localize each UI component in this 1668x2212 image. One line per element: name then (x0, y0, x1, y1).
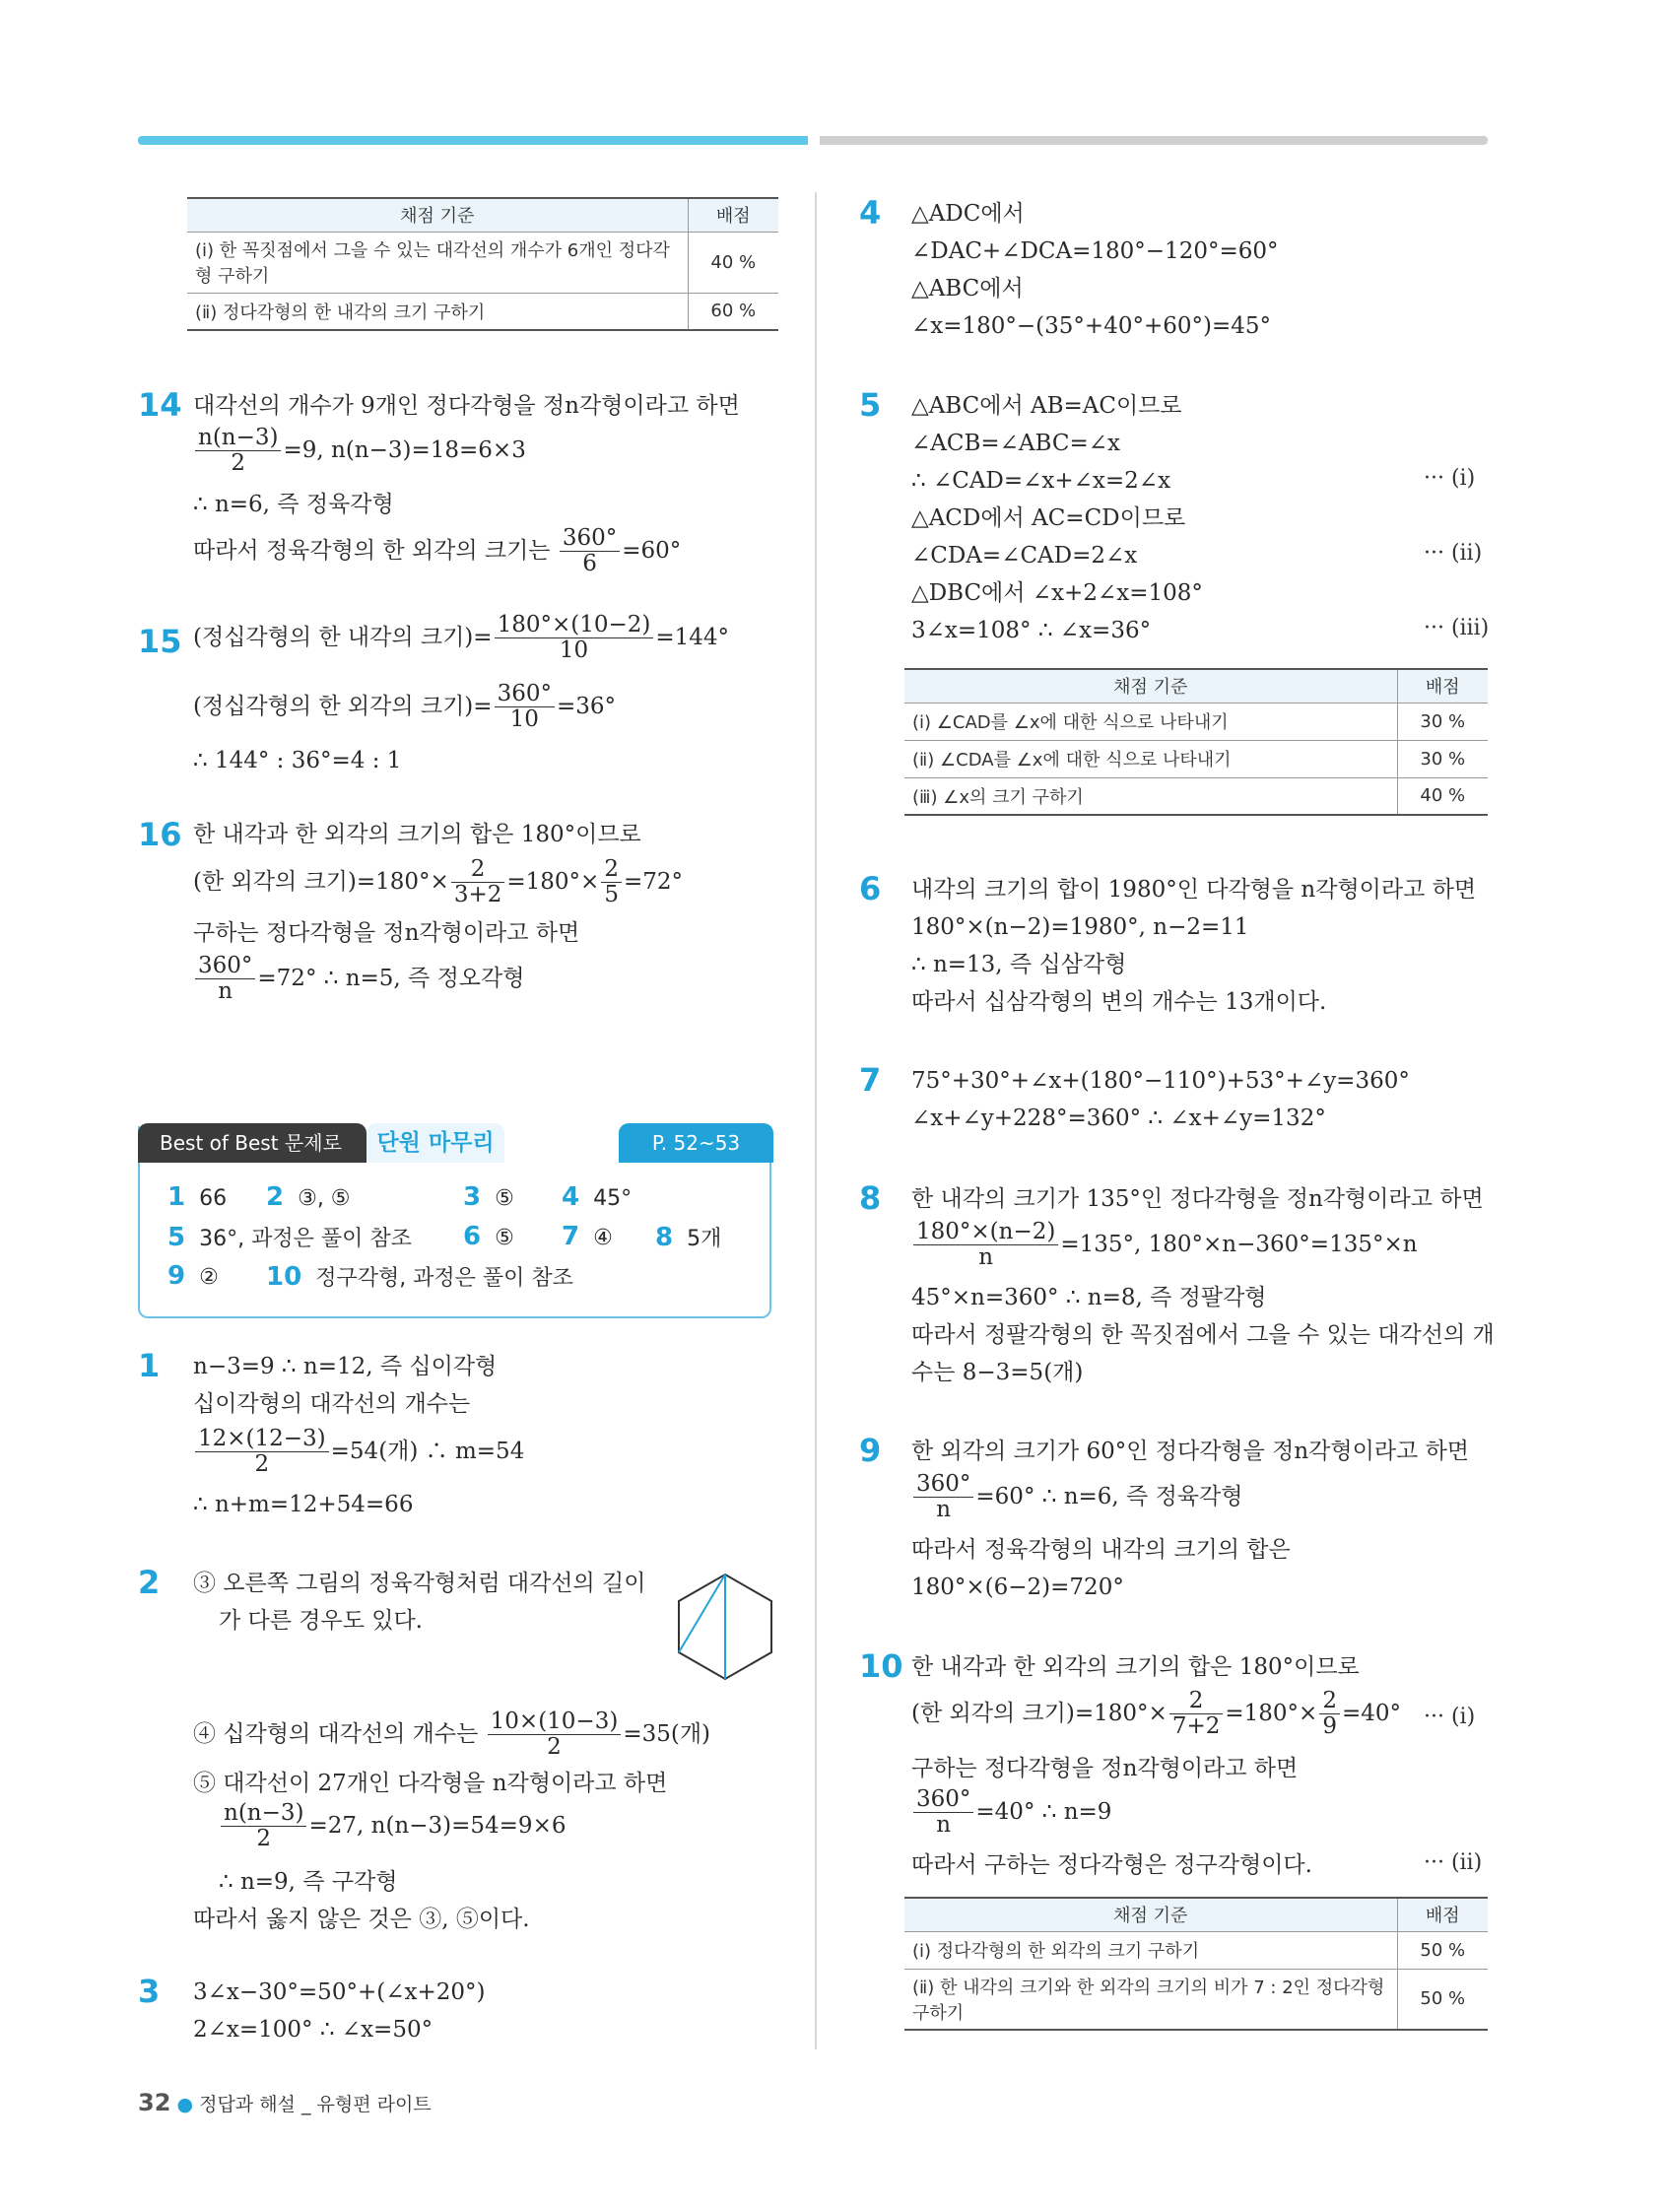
solution-line: ∴ 144° : 36°=4 : 1 (193, 748, 402, 773)
fraction: $\frac{2}{5}$ (601, 857, 622, 908)
step-marker: ··· (ⅱ) (1424, 1850, 1483, 1875)
table-cell: (ⅱ) 한 내각의 크기와 한 외각의 크기의 비가 7 : 2인 정다각형 구하기 (904, 1969, 1397, 2030)
page-number: 32 (138, 2089, 171, 2116)
unit-review-tab: 단원 마무리 (367, 1123, 504, 1163)
solution-line: (정십각형의 한 외각의 크기)= $\frac{360^\circ}{10}$ =36° (193, 681, 617, 733)
question-number: 16 (138, 816, 182, 853)
fraction: $\frac{2}{9}$ (1319, 1689, 1340, 1740)
table-cell: 30 % (1397, 740, 1488, 777)
solution-line: $\frac{12\times(12-3)}{2}$ =54(개) ∴ m=54 (193, 1427, 524, 1478)
column-divider (815, 192, 817, 2049)
solution-line: 따라서 정육각형의 내각의 크기의 합은 (911, 1537, 1291, 1563)
table-cell: 50 % (1397, 1969, 1488, 2030)
solution-line: ∴ n=9, 즉 구각형 (219, 1869, 398, 1895)
solution-line: ∠x+∠y+228°=360° ∴ ∠x+∠y=132° (911, 1106, 1326, 1131)
step-marker: ··· (ⅰ) (1424, 1705, 1476, 1729)
step-marker: ··· (ⅲ) (1424, 616, 1490, 640)
question-number: 3 (138, 1973, 161, 2010)
hexagon-diagram (676, 1572, 774, 1682)
question-number: 15 (138, 623, 182, 660)
solution-line: 따라서 십삼각형의 변의 개수는 13개이다. (911, 989, 1327, 1015)
table-cell: 40 % (1397, 777, 1488, 815)
solution-line: 따라서 옳지 않은 것은 ③, ⑤이다. (193, 1907, 530, 1932)
table-header: 배점 (1397, 1898, 1488, 1931)
table-header: 배점 (1397, 669, 1488, 703)
question-number: 6 (859, 870, 882, 907)
table-cell: 50 % (1397, 1931, 1488, 1969)
scoring-table-q10 (904, 1897, 1488, 2031)
solution-line: $\frac{360^\circ}{n}$ =72° ∴ n=5, 즉 정오각형 (193, 954, 524, 1005)
solution-line: $\frac{180^\circ\times(n-2)}{n}$ =135°, 180°×n−360°=135°×n (911, 1220, 1418, 1271)
solution-line: 3∠x=108° ∴ ∠x=36° (911, 618, 1152, 643)
solution-line: 3∠x−30°=50°+(∠x+20°) (193, 1979, 486, 2005)
fraction: $\frac{n(n-3)}{2}$ (195, 426, 281, 477)
solution-line: 십이각형의 대각선의 개수는 (193, 1391, 471, 1417)
step-marker: ··· (ⅱ) (1424, 541, 1483, 566)
solution-line: ∴ n=13, 즉 십삼각형 (911, 952, 1127, 977)
solution-line: $\frac{n(n-3)}{2}$ =9, n(n−3)=18=6×3 (193, 426, 526, 477)
solution-line: ∠DAC+∠DCA=180°−120°=60° (911, 238, 1279, 264)
question-number: 8 (859, 1179, 882, 1217)
fraction: $\frac{360^\circ}{n}$ (913, 1787, 973, 1839)
best-of-best-tab: Best of Best 문제로 (138, 1123, 367, 1163)
solution-line: △ABC에서 (911, 276, 1024, 302)
solution-line: △ABC에서 AB=AC이므로 (911, 393, 1182, 419)
header-bar-left (138, 136, 808, 145)
question-number: 10 (859, 1647, 903, 1685)
question-number: 1 (138, 1347, 161, 1384)
solution-line: (한 외각의 크기)=180°× $\frac{2}{7+2}$ =180°× $\frac{2}{9}$ =40° (911, 1688, 1402, 1740)
solution-line: 대각선의 개수가 9개인 정다각형을 정n각형이라고 하면 (193, 393, 740, 419)
table-cell: 60 % (688, 293, 778, 330)
solution-line: 한 외각의 크기가 60°인 정다각형을 정n각형이라고 하면 (911, 1439, 1470, 1464)
solution-line: 한 내각과 한 외각의 크기의 합은 180°이므로 (193, 822, 641, 847)
page-footer (138, 2089, 432, 2116)
solution-line: ∠CDA=∠CAD=2∠x (911, 543, 1138, 569)
table-header: 채점 기준 (904, 669, 1397, 703)
solution-line: 75°+30°+∠x+(180°−110°)+53°+∠y=360° (911, 1068, 1410, 1094)
fraction: $\frac{2}{3+2}$ (451, 857, 505, 908)
table-header: 채점 기준 (904, 1898, 1397, 1931)
solution-line: ∠x=180°−(35°+40°+60°)=45° (911, 313, 1272, 339)
solution-line: 180°×(n−2)=1980°, n−2=11 (911, 914, 1249, 940)
fraction: $\frac{180^\circ\times(n-2)}{n}$ (913, 1220, 1058, 1271)
scoring-table-top (187, 197, 778, 331)
question-number: 4 (859, 194, 882, 232)
question-number: 14 (138, 386, 182, 424)
solution-line: $\frac{360^\circ}{n}$ =40° ∴ n=9 (911, 1787, 1111, 1839)
solution-line: ∴ n+m=12+54=66 (193, 1492, 414, 1517)
page-range-tab: P. 52~53 (619, 1123, 773, 1163)
question-number: 2 (138, 1564, 161, 1601)
solution-line: ∴ ∠CAD=∠x+∠x=2∠x (911, 468, 1171, 494)
scoring-table-q5 (904, 668, 1488, 816)
solution-line: n−3=9 ∴ n=12, 즉 십이각형 (193, 1354, 498, 1379)
solution-line: △DBC에서 ∠x+2∠x=108° (911, 580, 1203, 606)
fraction: $\frac{360^\circ}{n}$ (195, 954, 255, 1005)
solution-line: 구하는 정다각형을 정n각형이라고 하면 (193, 920, 580, 946)
solution-line: 내각의 크기의 합이 1980°인 다각형을 n각형이라고 하면 (911, 877, 1477, 903)
solution-line: ∠ACB=∠ABC=∠x (911, 431, 1120, 456)
fraction: $\frac{10\times(10-3)}{2}$ (488, 1709, 622, 1761)
solution-line: 45°×n=360° ∴ n=8, 즉 정팔각형 (911, 1285, 1267, 1310)
solution-line: 따라서 구하는 정다각형은 정구각형이다. (911, 1852, 1312, 1878)
question-number: 7 (859, 1061, 882, 1099)
table-cell: (ⅰ) 한 꼭짓점에서 그을 수 있는 대각선의 개수가 6개인 정다각형 구하기 (187, 232, 688, 293)
table-cell: 40 % (688, 232, 778, 293)
header-bar-right (820, 136, 1488, 145)
fraction: $\frac{360^\circ}{6}$ (560, 526, 620, 577)
solution-line: 한 내각과 한 외각의 크기의 합은 180°이므로 (911, 1654, 1360, 1680)
solution-line: ∴ n=6, 즉 정육각형 (193, 492, 394, 517)
bullet-icon: ● (176, 2094, 194, 2115)
solution-line: 수는 8−3=5(개) (911, 1360, 1084, 1385)
footer-title: 정답과 해설 _ 유형편 라이트 (199, 2094, 432, 2115)
fraction: $\frac{360^\circ}{n}$ (913, 1472, 973, 1523)
solution-line: 한 내각의 크기가 135°인 정다각형을 정n각형이라고 하면 (911, 1186, 1484, 1212)
question-number: 9 (859, 1432, 882, 1469)
fraction: $\frac{360^\circ}{10}$ (495, 682, 555, 733)
question-number: 5 (859, 386, 882, 424)
solution-line: 구하는 정다각형을 정n각형이라고 하면 (911, 1756, 1299, 1781)
table-cell: (ⅱ) ∠CDA를 ∠x에 대한 식으로 나타내기 (904, 740, 1397, 777)
solution-line: 따라서 정육각형의 한 외각의 크기는 $\frac{360^\circ}{6}$ =60° (193, 525, 682, 577)
solution-line: (정십각형의 한 내각의 크기)= $\frac{180^\circ\times(10-2)}{10}$ =144° (193, 612, 730, 664)
solution-line: ④ 십각형의 대각선의 개수는 $\frac{10\times(10-3)}{2}$ =35(개) (193, 1709, 711, 1761)
table-cell: (ⅰ) 정다각형의 한 외각의 크기 구하기 (904, 1931, 1397, 1969)
fraction: $\frac{n(n-3)}{2}$ (221, 1801, 306, 1852)
table-header: 배점 (688, 198, 778, 232)
step-marker: ··· (ⅰ) (1424, 466, 1476, 491)
solution-line: 180°×(6−2)=720° (911, 1575, 1124, 1600)
fraction: $\frac{180^\circ\times(10-2)}{10}$ (495, 613, 654, 664)
table-cell: 30 % (1397, 703, 1488, 740)
table-cell: (ⅰ) ∠CAD를 ∠x에 대한 식으로 나타내기 (904, 703, 1397, 740)
solution-line: 따라서 정팔각형의 한 꼭짓점에서 그을 수 있는 대각선의 개 (911, 1322, 1495, 1348)
solution-line: (한 외각의 크기)=180°× $\frac{2}{3+2}$ =180°× $\frac{2}{5}$ =72° (193, 856, 684, 908)
solution-line: 가 다른 경우도 있다. (219, 1608, 423, 1634)
solution-line: △ADC에서 (911, 201, 1025, 227)
solution-line: $\frac{n(n-3)}{2}$ =27, n(n−3)=54=9×6 (219, 1801, 566, 1852)
solution-line: $\frac{360^\circ}{n}$ =60° ∴ n=6, 즉 정육각형 (911, 1472, 1242, 1523)
fraction: $\frac{2}{7+2}$ (1169, 1689, 1224, 1740)
solution-line: 2∠x=100° ∴ ∠x=50° (193, 2017, 434, 2043)
solution-line: △ACD에서 AC=CD이므로 (911, 505, 1186, 531)
table-cell: (ⅲ) ∠x의 크기 구하기 (904, 777, 1397, 815)
solution-line: ③ 오른쪽 그림의 정육각형처럼 대각선의 길이 (193, 1571, 646, 1596)
fraction: $\frac{12\times(12-3)}{2}$ (195, 1427, 329, 1478)
solution-line: ⑤ 대각선이 27개인 다각형을 n각형이라고 하면 (193, 1771, 668, 1796)
table-header: 채점 기준 (187, 198, 688, 232)
table-cell: (ⅱ) 정다각형의 한 내각의 크기 구하기 (187, 293, 688, 330)
